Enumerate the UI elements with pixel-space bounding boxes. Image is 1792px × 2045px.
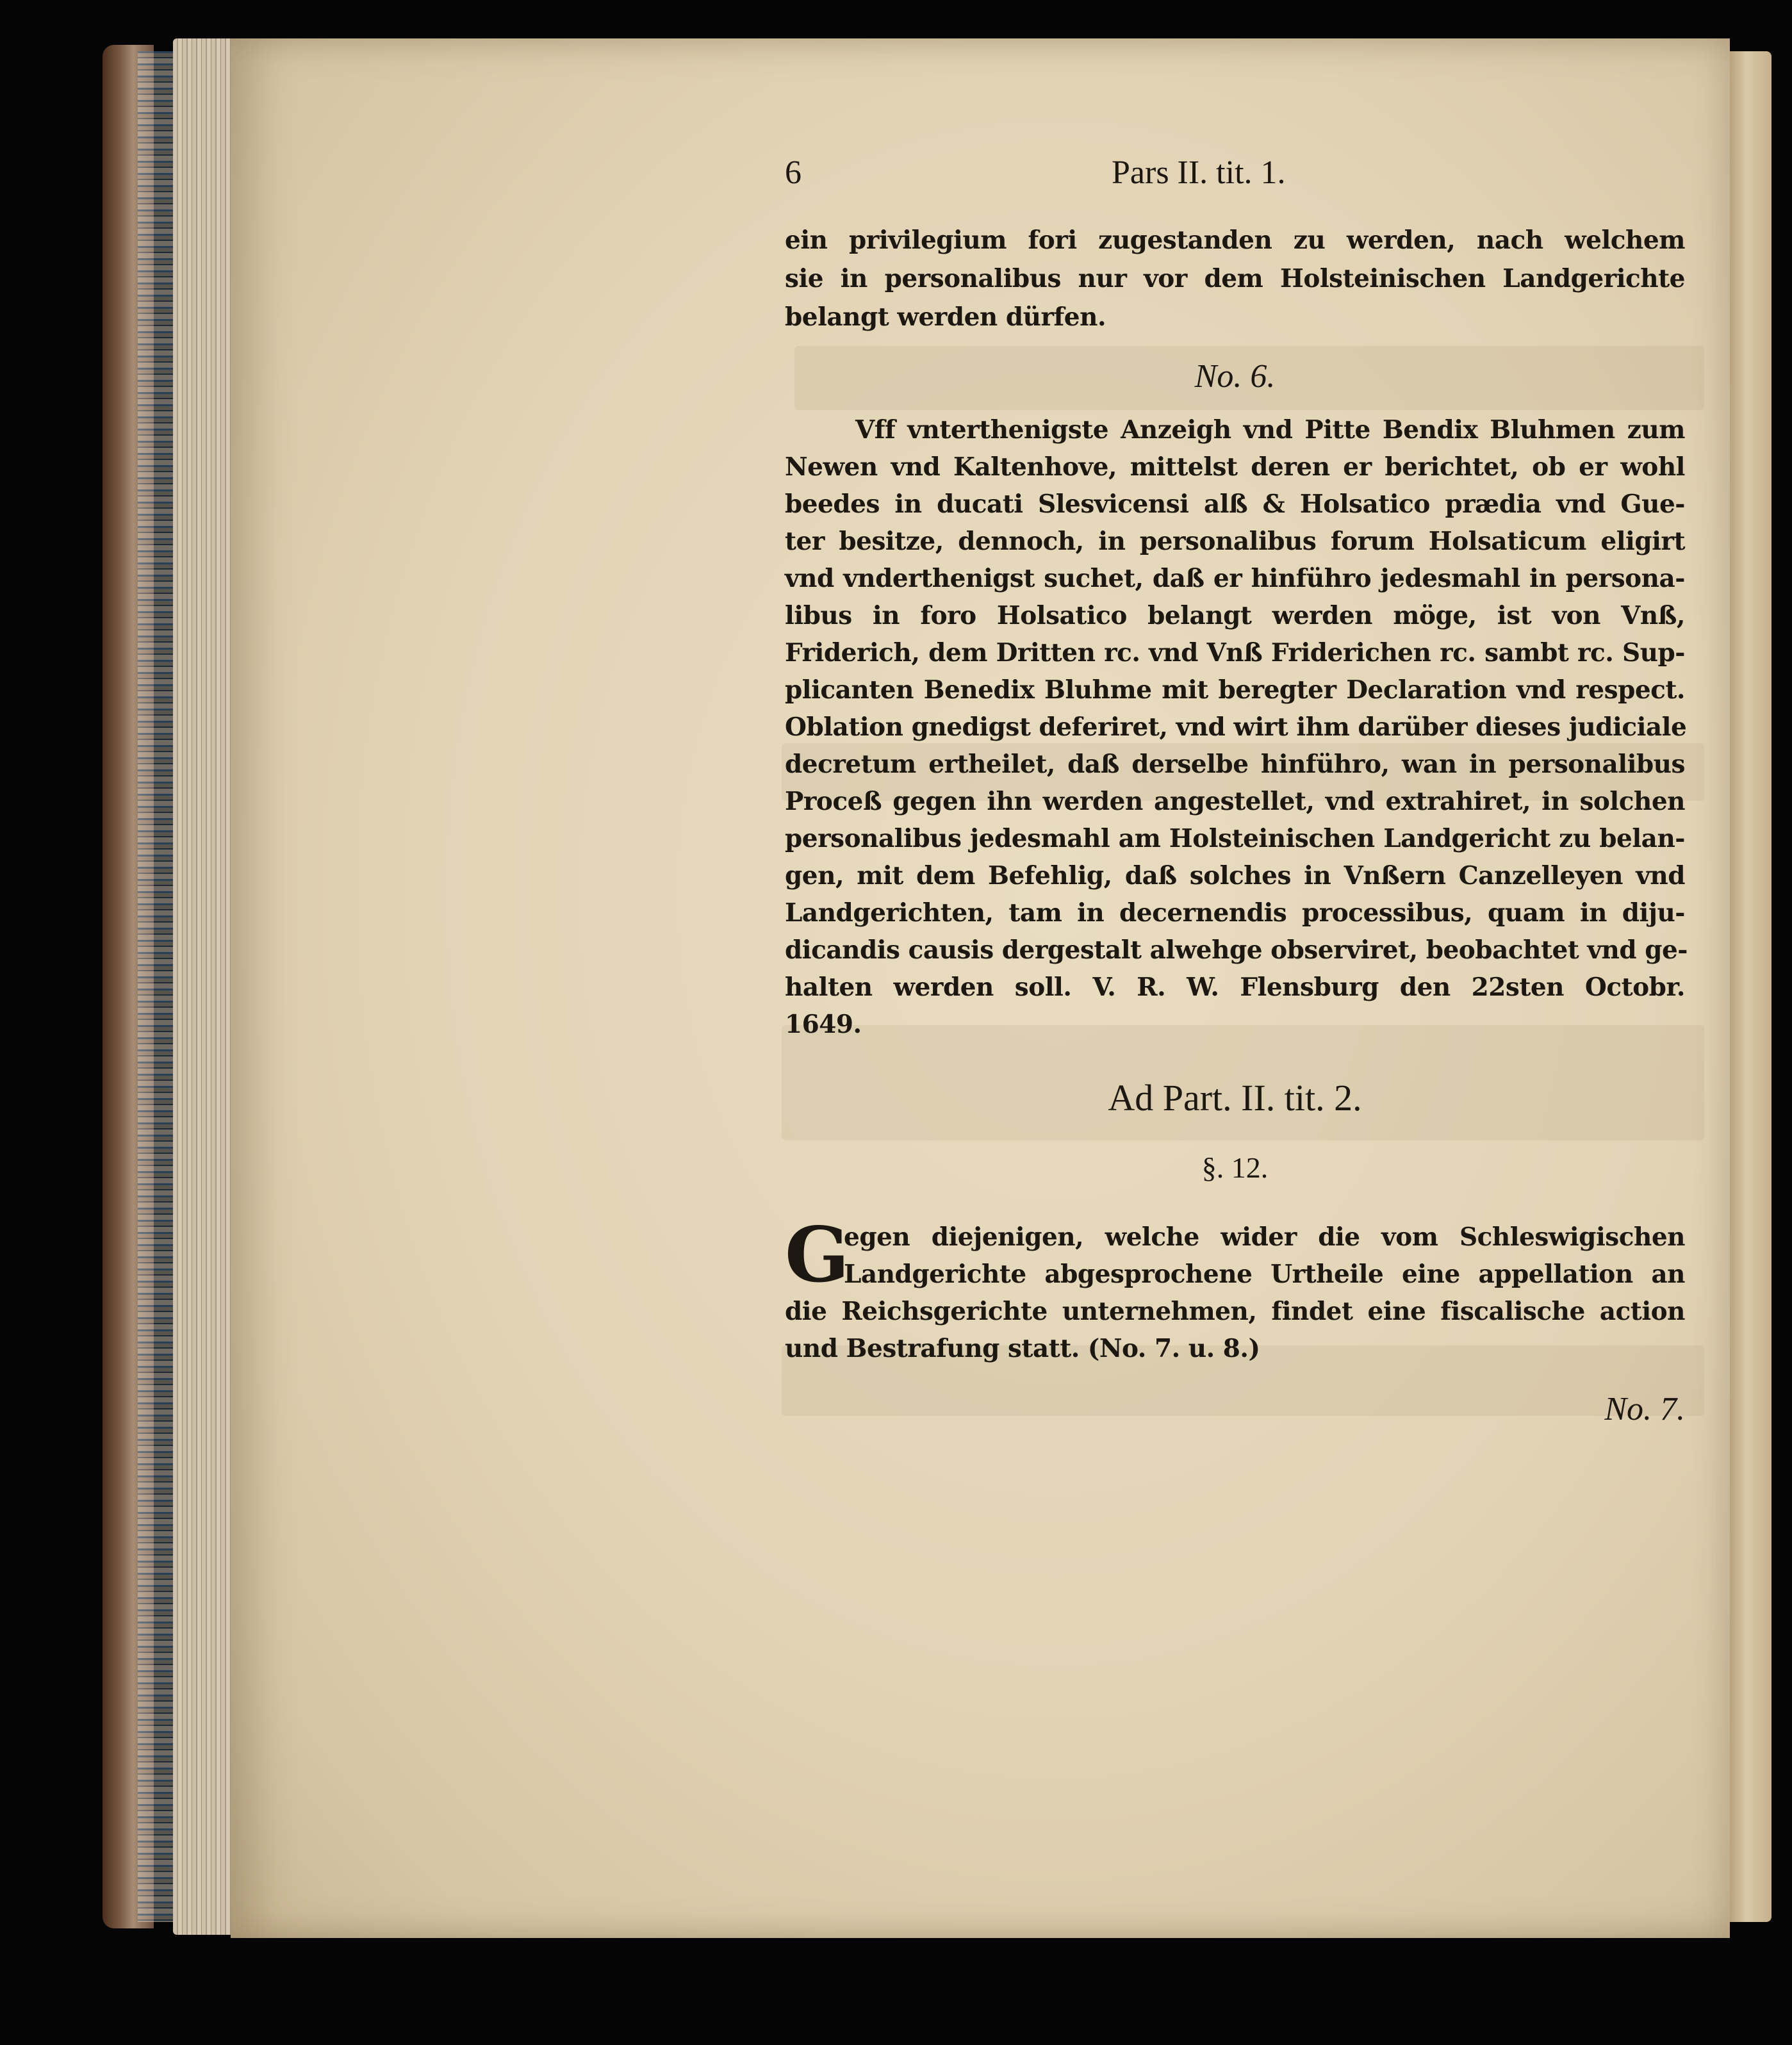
text-line: sie in personalibus nur vor dem Holsteinischen Landgerichte [785,264,1685,293]
text-line: 1649. [785,1010,862,1039]
text-line: ein privilegium fori zugestanden zu werden, nach welchem [785,226,1685,255]
text-line: die Reichsgerichte unternehmen, findet eine fiscalische action [785,1297,1685,1326]
text-line: beedes in ducati Slesvicensi alß & Holsatico prædia vnd Gue- [785,489,1685,519]
running-title: Pars II. tit. 1. [1112,154,1286,191]
text-line: egen diejenigen, welche wider die vom Schleswigischen [844,1222,1685,1252]
text-line: vnd vnderthenigst suchet, daß er hinführo jedesmahl in persona- [785,564,1685,593]
text-line: plicanten Benedix Bluhme mit beregter Declaration vnd respect. [785,675,1685,705]
text-line: decretum ertheilet, daß derselbe hinführo, wan in personalibus [785,750,1685,779]
text-line: und Bestrafung statt. (No. 7. u. 8.) [785,1334,1260,1363]
text-line: halten werden soll. V. R. W. Flensburg den 22sten Octobr. [785,973,1685,1002]
drop-cap: G [785,1210,850,1299]
text-line: ter besitze, dennoch, in personalibus forum Holsaticum eligirt [785,527,1685,556]
text-line: personalibus jedesmahl am Holsteinischen Landgericht zu belan- [785,824,1685,853]
text-line: belangt werden dürfen. [785,302,1106,332]
text-line: Friderich, dem Dritten rc. vnd Vnß Friderichen rc. sambt rc. Sup- [785,638,1685,668]
text-line: Vff vnterthenigste Anzeigh vnd Pitte Bendix Bluhmen zum [855,415,1685,445]
paragraph-heading: §. 12. [1201,1151,1269,1184]
marbled-page-edge [138,51,176,1922]
catchword: No. 7. [1604,1391,1685,1427]
document-number-heading: No. 6. [1194,358,1276,395]
text-line: dicandis causis dergestalt alwehge observiret, beobachtet vnd ge- [785,935,1688,965]
text-line: Oblation gnedigst deferiret, vnd wirt ihm darüber dieses judiciale [785,712,1687,742]
text-line: Proceß gegen ihn werden angestellet, vnd extrahiret, in solchen [785,787,1685,816]
text-line: Newen vnd Kaltenhove, mittelst deren er berichtet, ob er wohl [785,452,1685,482]
page-number: 6 [785,154,801,191]
section-heading: Ad Part. II. tit. 2. [1108,1077,1362,1119]
text-line: Landgerichte abgesprochene Urtheile eine appellation an [844,1260,1685,1289]
facing-page-edge [1730,51,1771,1922]
text-line: libus in foro Holsatico belangt werden möge, ist von Vnß, [785,601,1685,630]
page-stack-edge [173,38,237,1935]
text-line: Landgerichten, tam in decernendis processibus, quam in diju- [785,898,1685,928]
running-header [785,154,1685,192]
text-line: gen, mit dem Befehlig, daß solches in Vnßern Canzelleyen vnd [785,861,1685,891]
